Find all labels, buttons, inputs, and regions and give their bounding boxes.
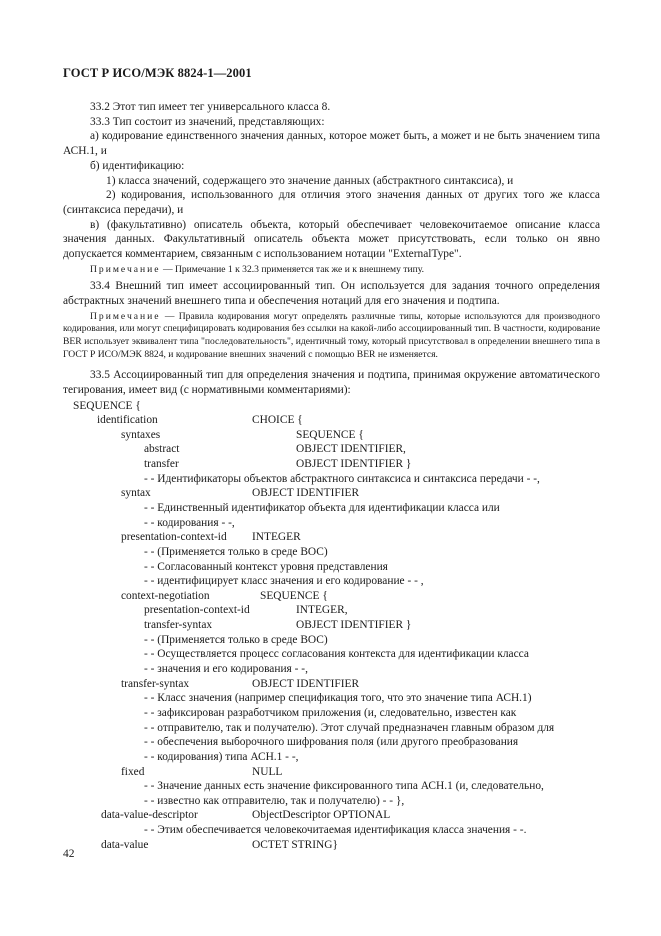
code-presentation-context-id: presentation-context-id (121, 531, 227, 544)
code-oid-close: OBJECT IDENTIFIER } (296, 458, 412, 471)
paragraph-33-5: 33.5 Ассоциированный тип для определения значения и подтипа, принимая окружение автоматического тегирования, имеет вид (с нормативными комментариями): (63, 369, 600, 396)
note-1 (63, 264, 600, 277)
code-fixed: fixed (121, 765, 145, 778)
code-integer-comma: INTEGER, (296, 604, 348, 617)
code-comment: - - кодирования - -, (144, 516, 235, 529)
code-comment: - - Этим обеспечивается человекочитаемая идентификация класса значения - -. (144, 824, 527, 837)
code-comment: - - известно как отправителю, так и получателю) - - }, (144, 794, 405, 807)
code-oid: OBJECT IDENTIFIER (252, 487, 360, 500)
code-syntaxes: syntaxes (121, 428, 161, 441)
note-2 (63, 311, 600, 361)
code-identification: identification (97, 414, 158, 427)
code-comment: - - Единственный идентификатор объекта для идентификации класса или (144, 502, 500, 514)
code-comment: - - значения и его кодирования - -, (144, 663, 308, 676)
item-b-2: 2) кодирования, использованного для отличия этого значения данных от других того же класса (синтаксиса передачи), и (63, 189, 600, 216)
page-header: ГОСТ Р ИСО/МЭК 8824-1—2001 (63, 66, 252, 80)
paragraph-33-4: 33.4 Внешний тип имеет ассоциированный тип. Он используется для задания точного определения абстрактных значений внешнего типа и обеспечения нотаций для его значения и подтипа. (63, 280, 600, 308)
code-oid-close: OBJECT IDENTIFIER } (296, 619, 412, 632)
code-comment: - - Значение данных есть значение фиксированного типа АСН.1 (и, следовательно, (144, 780, 544, 793)
code-abstract: abstract (144, 443, 180, 456)
code-presentation-context-id: presentation-context-id (144, 604, 250, 617)
code-syntax: syntax (121, 487, 151, 500)
paragraph-33-3: 33.3 Тип состоит из значений, представляющих: (90, 115, 325, 128)
code-context-negotiation: context-negotiation (121, 589, 210, 602)
note-2-heading: Примечание (90, 310, 161, 322)
document-body (63, 100, 600, 852)
code-sequence: SEQUENCE { (296, 428, 364, 441)
code-comment: - - зафиксирован разработчиком приложения (и, следовательно, известен как (144, 706, 517, 719)
page-number: 42 (63, 848, 75, 860)
code-comment: - - Согласованный контекст уровня представления (144, 560, 388, 573)
code-integer: INTEGER (252, 531, 301, 544)
code-transfer-syntax: transfer-syntax (144, 619, 213, 632)
code-data-value-descriptor: data-value-descriptor (101, 809, 198, 822)
code-comment: - - кодирования) типа АСН.1 - -, (144, 750, 299, 763)
note-2-text: — Правила кодирования могут определять различные типы, которые используются для производного кодирования, или могут специфицировать кодирования без ссылки на какой-либо ассоциированный тип. В частности, кодирование BER использует эквивалент типа "последовательность", идентичный тому, который присутствовал в определении внешнего типа в ГОСТ Р ИСО/МЭК 8824, и кодирование внешних значений с помощью BER не изменяется. (63, 310, 600, 360)
code-comment: - - обеспечения выборочного шифрования поля (или другого преобразования (144, 736, 519, 749)
item-v: в) (факультативно) описатель объекта, который обеспечивает человекочитаемое описание класса значения данных. Факультативный описатель объекта может присутствовать, если только он явно допускается комментарием, связанным с использованием нотации "ExternalType". (63, 218, 600, 261)
code-comment: - - отправителю, так и получателю). Этот случай предназначен главным образом для (144, 721, 555, 734)
note-1-heading: Примечание (90, 263, 161, 275)
code-octet-string: OCTET STRING} (252, 838, 338, 851)
code-oid: OBJECT IDENTIFIER (252, 677, 360, 690)
code-comment: - - идентифицирует класс значения и его кодирование - - , (144, 575, 424, 588)
code-comment: - - (Применяется только в среде ВОС) (144, 545, 328, 558)
note-1-text: — Примечание 1 к 32.3 применяется так же и к внешнему типу. (160, 263, 424, 275)
code-object-descriptor: ObjectDescriptor OPTIONAL (252, 809, 391, 822)
item-b-1: 1) класса значений, содержащего это значение данных (абстрактного синтаксиса), и (106, 174, 514, 187)
code-oid-comma: OBJECT IDENTIFIER, (296, 443, 406, 456)
asn1-code-block (63, 399, 600, 853)
code-comment: - - (Применяется только в среде ВОС) (144, 633, 328, 646)
code-comment: - - Осуществляется процесс согласования контекста для идентификации класса (144, 648, 529, 661)
code-choice: CHOICE { (252, 414, 303, 427)
item-b: б) идентификацию: (90, 159, 185, 172)
code-sequence: SEQUENCE { (260, 589, 328, 602)
code-comment: - - Класс значения (например спецификация того, что это значение типа АСН.1) (144, 692, 532, 705)
code-null: NULL (252, 765, 283, 778)
item-a: а) кодирование единственного значения данных, которое может быть, а может и не быть значением типа АСН.1, и (63, 130, 600, 158)
code-data-value: data-value (101, 838, 149, 851)
code-comment: - - Идентификаторы объектов абстрактного синтаксиса и синтаксиса передачи - -, (144, 472, 540, 485)
code-transfer-syntax: transfer-syntax (121, 677, 190, 690)
code-sequence-open: SEQUENCE { (73, 399, 141, 412)
code-transfer: transfer (144, 458, 179, 471)
paragraph-33-2: 33.2 Этот тип имеет тег универсального класса 8. (90, 101, 331, 113)
